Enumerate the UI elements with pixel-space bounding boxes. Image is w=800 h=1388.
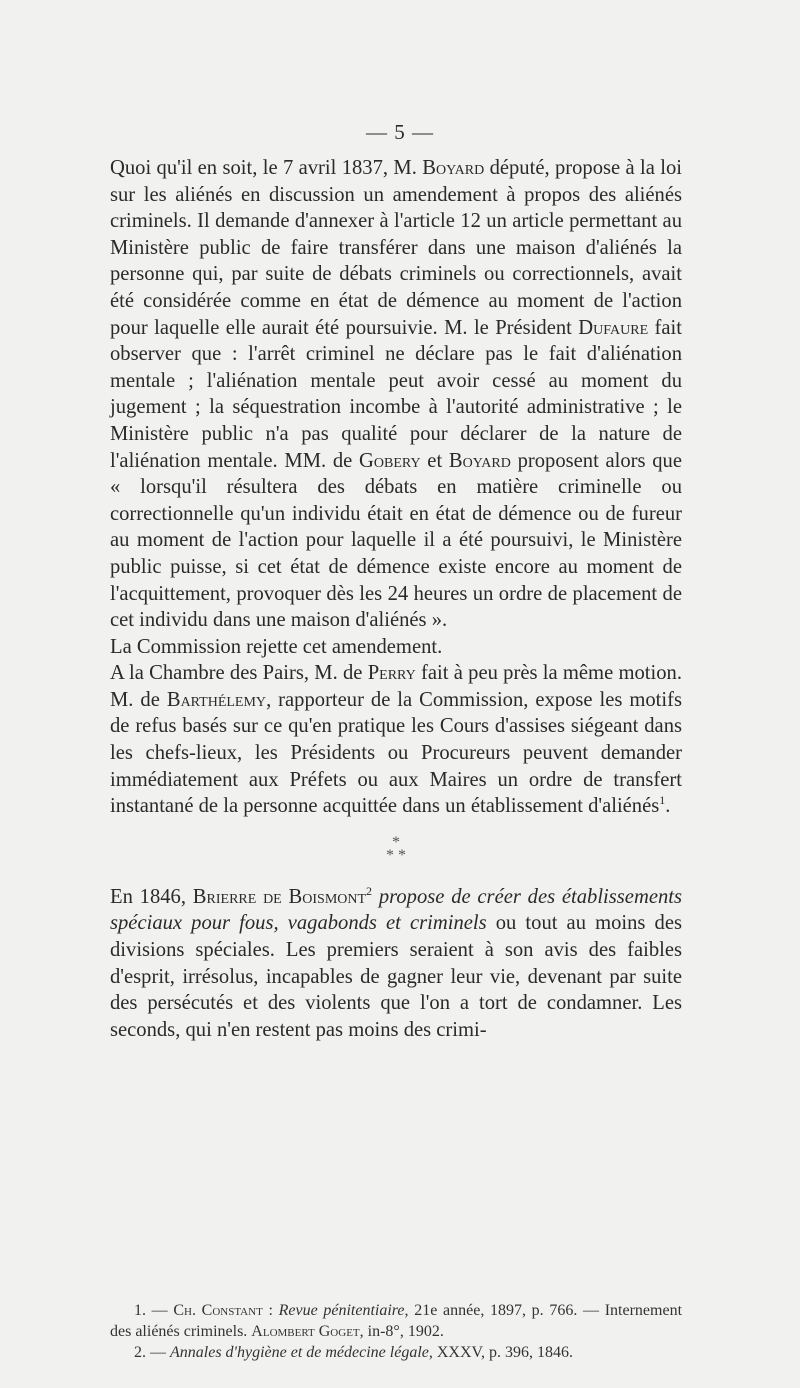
- text-run: :: [262, 1302, 279, 1319]
- footnote-ref: 2: [366, 883, 373, 898]
- author-name: Barthélemy: [166, 688, 267, 711]
- text-run: , rapporteur de la Commission, expose les motifs de refus basés sur ce qu'en pratique les Cours d'assises siégeant dans les chefs-lieux, les Présidents ou Procureurs peuvent demander immédiatement aux Préfets ou aux Maires un ordre de transfert instantané de la personne acquittée dans un établissement d'aliénés: [110, 688, 682, 818]
- journal-title: Revue pénitentiaire: [278, 1302, 405, 1319]
- paragraph-1: [110, 155, 682, 634]
- section-asterism: [110, 833, 682, 864]
- text-run: député, propose à la loi sur les aliénés en discussion un amendement à propos des aliénés criminels. Il demande d'annexer à l'article 12 un article permettant au Ministère public de faire transférer dans une maison d'aliénés la personne qui, par suite de débats criminels ou correctionnels, avait été considérée comme en état de démence au moment de l'action pour laquelle elle aurait été poursuivie. M. le Président: [110, 157, 682, 339]
- author-name: Dufaure: [578, 316, 649, 339]
- text-run: fait observer que : l'arrêt criminel ne déclare pas le fait d'aliénation mentale ; l'aliénation mentale peut avoir cessé au moment du jugement ; la séquestration incombe à l'autorité administrative ; le Ministère public n'a pas qualité pour déclarer de la nature de l'aliénation mentale. MM. de: [110, 316, 682, 472]
- page-number: — 5 —: [366, 120, 434, 144]
- text-run: En 1846,: [110, 885, 193, 908]
- journal-title: Annales d'hygiène et de médecine légale: [170, 1344, 429, 1361]
- paragraph-4: [110, 884, 682, 1044]
- text-run: Quoi qu'il en soit, le 7 avril 1837, M.: [110, 157, 423, 179]
- author-name: Brierre de Boismont: [192, 885, 367, 908]
- text-run: proposent alors que « lorsqu'il résultera des débats en matière criminelle ou correctionnelle qu'un individu était en état de démence ou de fureur au moment de l'action pour laquelle il a été poursuivi, le Ministère public puisse, si cet état de démence existe encore au moment de l'acquittement, provoquer dès les 24 heures un ordre de placement de cet individu dans une maison d'aliénés ».: [110, 449, 682, 632]
- text-run: , 21e année, 1897, p. 766. — Internement des aliénés criminels.: [110, 1302, 683, 1340]
- body-text: [110, 155, 682, 1043]
- author-name: Gobery: [359, 449, 421, 472]
- author-name: Ch. Constant: [173, 1302, 263, 1319]
- footnote-ref: 1: [659, 793, 666, 808]
- text-run: , XXXV, p. 396, 1846.: [428, 1344, 574, 1361]
- asterism-bottom: * *: [386, 846, 406, 864]
- text-run: ou tout au moins des divisions spéciales. Les premiers seraient à son avis des faibles d'esprit, irrésolus, incapables de gagner leur vie, devenant par suite des persécutés et des violents que l'on a tort de condamner. Les seconds, qui n'en restent pas moins des crimi-: [110, 912, 682, 1041]
- text-run: fait à peu près la même motion. M. de: [110, 662, 682, 711]
- text-run: , in-8°, 1902.: [359, 1323, 444, 1340]
- paragraph-3: [110, 660, 682, 820]
- author-name: Boyard: [448, 449, 511, 472]
- footnotes: [110, 1300, 682, 1363]
- footnote-1: [110, 1300, 682, 1342]
- footnote-2: [110, 1342, 682, 1363]
- text-run: A la Chambre des Pairs, M. de: [110, 662, 368, 685]
- text-run: et: [420, 449, 449, 472]
- text-run: .: [665, 795, 671, 818]
- text-run: 1. —: [134, 1302, 174, 1319]
- author-name: Perry: [367, 662, 416, 685]
- italic-phrase: propose de créer des établissements spéciaux pour fous, vagabonds et criminels: [110, 885, 682, 935]
- paragraph-2: La Commission rejette cet amendement.: [110, 635, 443, 658]
- asterism-top: *: [392, 833, 400, 851]
- author-name: Boyard: [422, 157, 485, 179]
- author-name: Alombert Goget: [251, 1323, 360, 1340]
- text-run: 2. —: [134, 1344, 170, 1361]
